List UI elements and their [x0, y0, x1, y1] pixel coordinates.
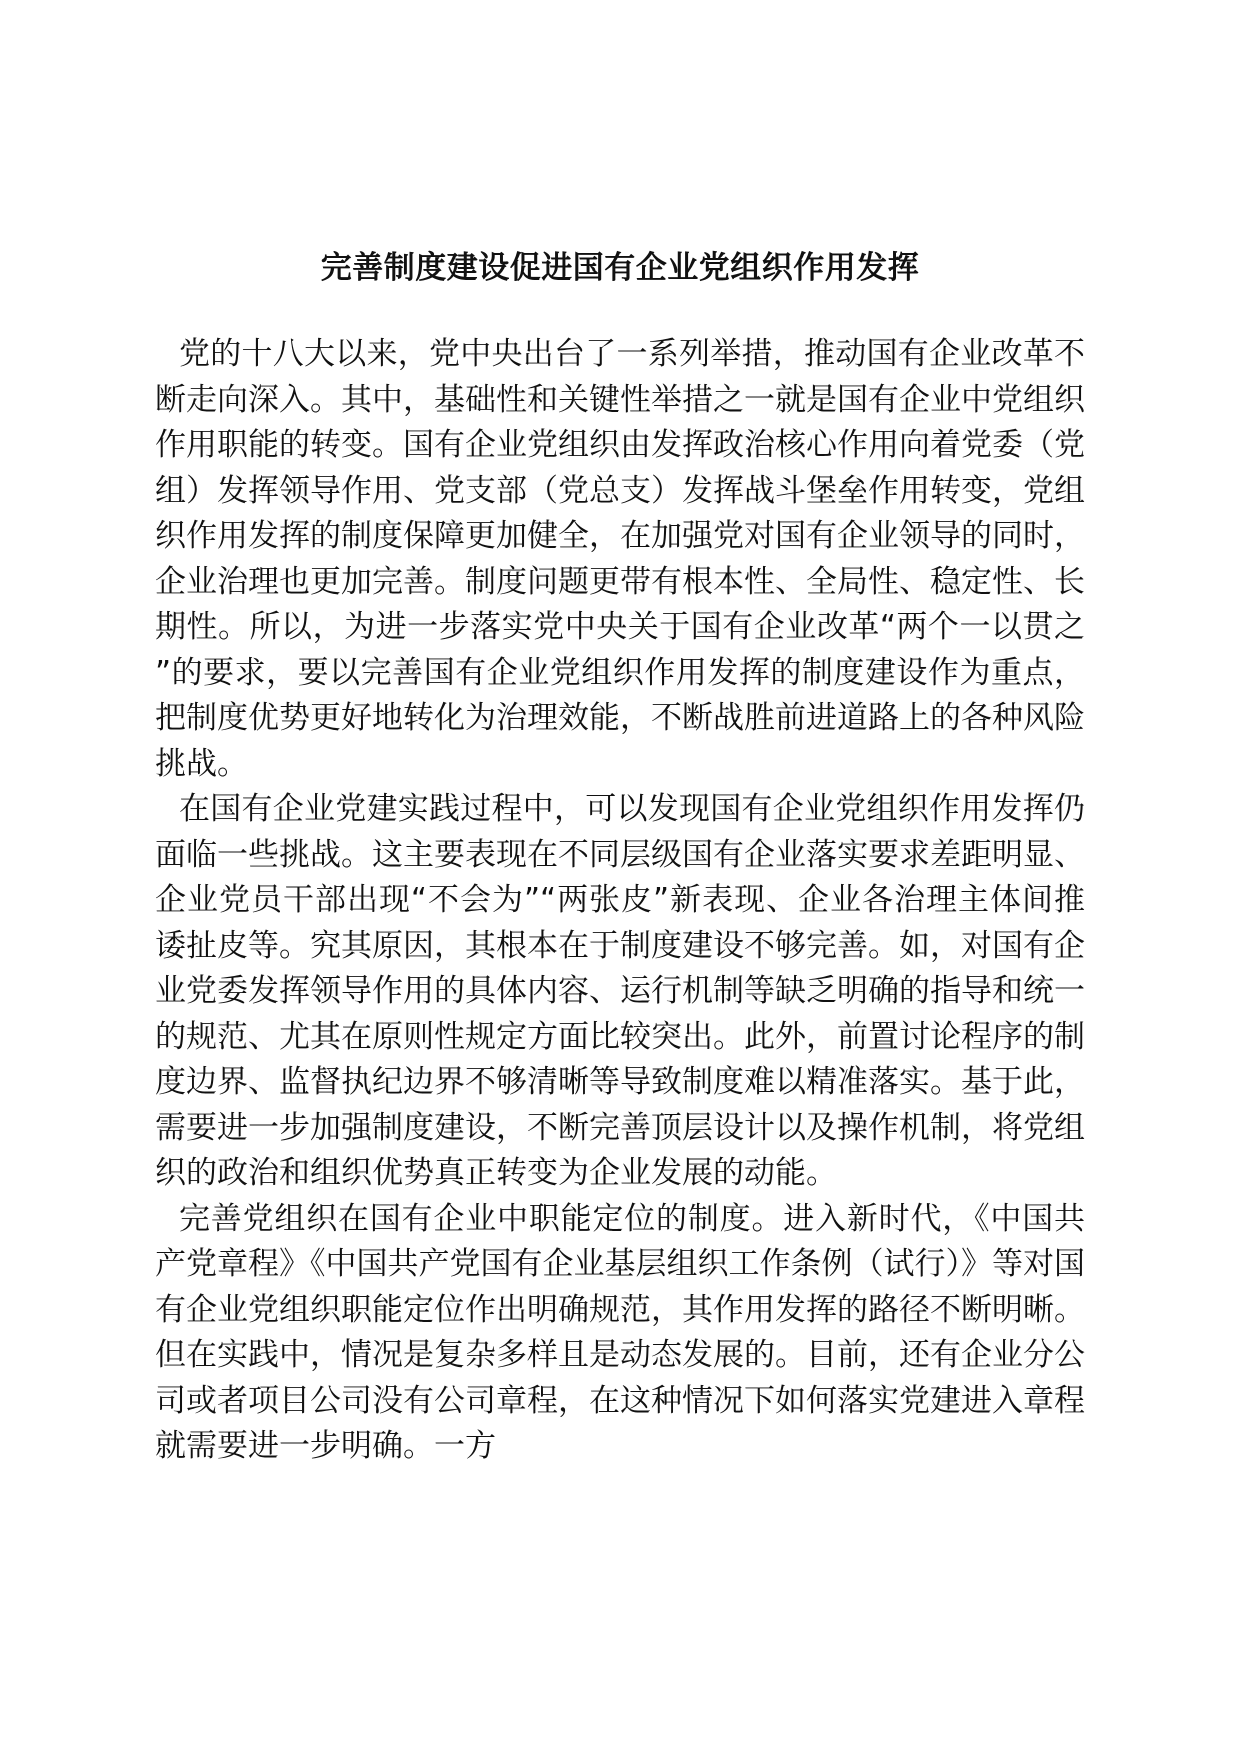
- paragraph-3: 完善党组织在国有企业中职能定位的制度。进入新时代，《中国共产党章程》《中国共产党国有企业基层组织工作条例（试行）》等对国有企业党组织职能定位作出明确规范，其作用发挥的路径不断明晰。但在实践中，情况是复杂多样且是动态发展的。目前，还有企业分公司或者项目公司没有公司章程，在这种情况下如何落实党建进入章程就需要进一步明确。一方: [155, 1200, 1085, 1464]
- paragraph-2: 在国有企业党建实践过程中，可以发现国有企业党组织作用发挥仍面临一些挑战。这主要表现在不同层级国有企业落实要求差距明显、企业党员干部出现“不会为”“两张皮”新表现、企业各治理主体间推诿扯皮等。究其原因，其根本在于制度建设不够完善。如，对国有企业党委发挥领导作用的具体内容、运行机制等缺乏明确的指导和统一的规范、尤其在原则性规定方面比较突出。此外，前置讨论程序的制度边界、监督执纪边界不够清晰等导致制度难以精准落实。基于此，需要进一步加强制度建设，不断完善顶层设计以及操作机制，将党组织的政治和组织优势真正转变为企业发展的动能。: [155, 791, 1085, 1191]
- paragraph-1: 党的十八大以来，党中央出台了一系列举措，推动国有企业改革不断走向深入。其中，基础性和关键性举措之一就是国有企业中党组织作用职能的转变。国有企业党组织由发挥政治核心作用向着党委（党组）发挥领导作用、党支部（党总支）发挥战斗堡垒作用转变，党组织作用发挥的制度保障更加健全，在加强党对国有企业领导的同时，企业治理也更加完善。制度问题更带有根本性、全局性、稳定性、长期性。所以，为进一步落实党中央关于国有企业改革“两个一以贯之”的要求，要以完善国有企业党组织作用发挥的制度建设作为重点，把制度优势更好地转化为治理效能，不断战胜前进道路上的各种风险挑战。: [155, 336, 1085, 782]
- document-title: 完善制度建设促进国有企业党组织作用发挥: [320, 250, 920, 286]
- document-body: [155, 332, 1085, 1470]
